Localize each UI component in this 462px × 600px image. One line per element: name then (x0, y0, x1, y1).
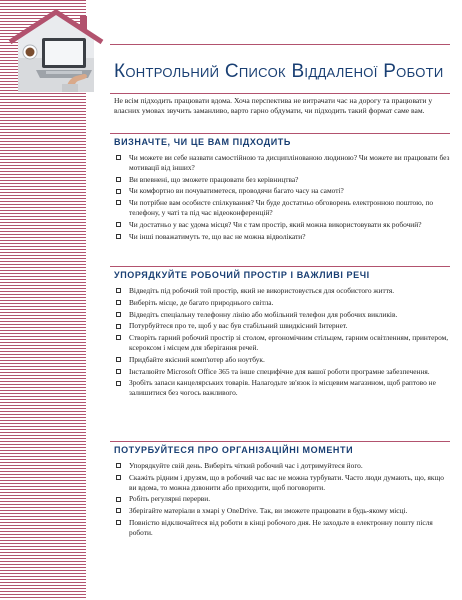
checkbox[interactable] (116, 357, 121, 362)
checklist-item (114, 321, 450, 331)
checklist-item (114, 232, 450, 242)
section-rule (110, 133, 450, 134)
checklist-item (114, 186, 450, 196)
section-heading: ВИЗНАЧТЕ, ЧИ ЦЕ ВАМ ПІДХОДИТЬ (114, 137, 291, 147)
checklist-item-text: Відведіть під робочий той простір, який не використовується для особистого життя. (129, 286, 395, 295)
checklist-item (114, 286, 450, 296)
checklist-item-text: Упорядкуйте свій день. Виберіть чіткий робочий час і дотримуйтеся його. (129, 461, 363, 470)
checklist (110, 286, 450, 398)
checkbox[interactable] (116, 312, 121, 317)
checklist-item (114, 220, 450, 230)
checklist-item-text: Ви впевнені, що зможете працювати без керівництва? (129, 174, 299, 184)
checkbox[interactable] (116, 177, 121, 182)
page-title: Контрольний Список Віддаленої Роботи (114, 61, 444, 82)
checklist-item-text: Інсталюйте Microsoft Office 365 та інше специфічне для вашої роботи програмне забезпечення. (129, 366, 430, 376)
checklist-item-text: Чи інші поважатимуть те, що вас не можна відволікати? (129, 231, 306, 241)
checklist-item-text: Виберіть місце, де багато природнього світла. (129, 297, 274, 307)
checklist-item (114, 153, 450, 173)
checkbox[interactable] (116, 369, 121, 374)
title-rule-top (110, 44, 450, 45)
section-rule (110, 266, 450, 267)
checkbox[interactable] (116, 497, 121, 502)
checklist-item-text: Чи комфортно ви почуватиметеся, проводячи багато часу на самоті? (129, 186, 344, 196)
checklist-item (114, 367, 450, 377)
checklist-item (114, 506, 450, 516)
checklist-item (114, 355, 450, 365)
section-workspace (110, 266, 450, 400)
checklist-item (114, 473, 450, 493)
checkbox[interactable] (116, 335, 121, 340)
checklist-item (114, 494, 450, 504)
checklist-item-text: Повністю відключайтеся від роботи в кінці робочого дня. Не заходьте в електронну пошту після роботи. (129, 517, 433, 537)
checklist-item-text: Чи достатньо у вас удома місця? Чи є там простір, який можна використовувати як робочий? (129, 219, 422, 229)
checklist-item (114, 518, 450, 538)
checkbox[interactable] (116, 189, 121, 194)
checklist-item-text: Скажіть рідним і друзям, що в робочий час вас не можна турбувати. Часто люди думають, що, якщо ви вдома, то можна дзвонити або приходити, щоб поговорити. (129, 472, 444, 492)
checklist-item-text: Відведіть спеціальну телефонну лінію або мобільний телефон для робочих викликів. (129, 309, 398, 319)
section-heading: ПОТУРБУЙТЕСЯ ПРО ОРГАНІЗАЦІЙНІ МОМЕНТИ (114, 445, 354, 455)
title-rule-bottom (110, 93, 450, 94)
checkbox[interactable] (116, 508, 121, 513)
section-suitability (110, 133, 450, 243)
checklist-item (114, 198, 450, 218)
checkbox[interactable] (116, 234, 121, 239)
document-header (110, 44, 450, 94)
checkbox[interactable] (116, 475, 121, 480)
checkbox[interactable] (116, 381, 121, 386)
checkbox[interactable] (116, 463, 121, 468)
checklist-item (114, 310, 450, 320)
section-rule (110, 441, 450, 442)
checklist-item-text: Робіть регулярні перерви. (129, 494, 211, 504)
checkbox[interactable] (116, 200, 121, 205)
checklist-item (114, 461, 450, 471)
checklist (110, 461, 450, 538)
checklist-item (114, 333, 450, 353)
checklist (110, 153, 450, 241)
checkbox[interactable] (116, 300, 121, 305)
checklist-item-text: Придбайте якісний комп'ютер або ноутбук. (129, 354, 265, 364)
checklist-item (114, 298, 450, 308)
checklist-item-text: Створіть гарний робочий простір зі столом, ергономічним стільцем, гарним освітленням, принтером, ксероксом і місцем для зберігання речей. (129, 333, 449, 352)
checkbox[interactable] (116, 520, 121, 525)
intro-paragraph: Не всім підходить працювати вдома. Хоча перспектива не витрачати час на дорогу та працювати у власних умовах звучить заманливо, варто гарно обдумати, чи підходить такий формат саме вам. (114, 96, 433, 116)
checklist-item (114, 175, 450, 185)
checklist-item (114, 378, 450, 398)
checkbox[interactable] (116, 324, 121, 329)
checklist-item-text: Чи потрібне вам особисте спілкування? Чи буде достатньо обговорень електронною поштою, по телефону, у чаті та під час відеоконференцій? (129, 198, 434, 217)
section-heading: УПОРЯДКУЙТЕ РОБОЧИЙ ПРОСТІР І ВАЖЛИВІ РЕЧІ (114, 270, 370, 280)
checklist-item-text: Зберігайте матеріали в хмарі у OneDrive. Так, ви зможете працювати в будь-якому місці. (129, 506, 408, 516)
checkbox[interactable] (116, 222, 121, 227)
checkbox[interactable] (116, 155, 121, 160)
checklist-item-text: Зробіть запаси канцелярських товарів. Налагодьте зв'язок із місцевим магазином, щоб раптово не залишитися без чогось важливого. (129, 378, 436, 398)
checklist-item-text: Чи можете ви себе назвати самостійною та дисциплінованою людиною? Чи можете ви працювати без мотивації від інших? (129, 153, 450, 172)
section-organization (110, 441, 450, 540)
house-laptop-illustration (8, 8, 104, 92)
checkbox[interactable] (116, 288, 121, 293)
checklist-item-text: Потурбуйтеся про те, щоб у вас був стабільний швидкісний Інтернет. (129, 321, 348, 331)
